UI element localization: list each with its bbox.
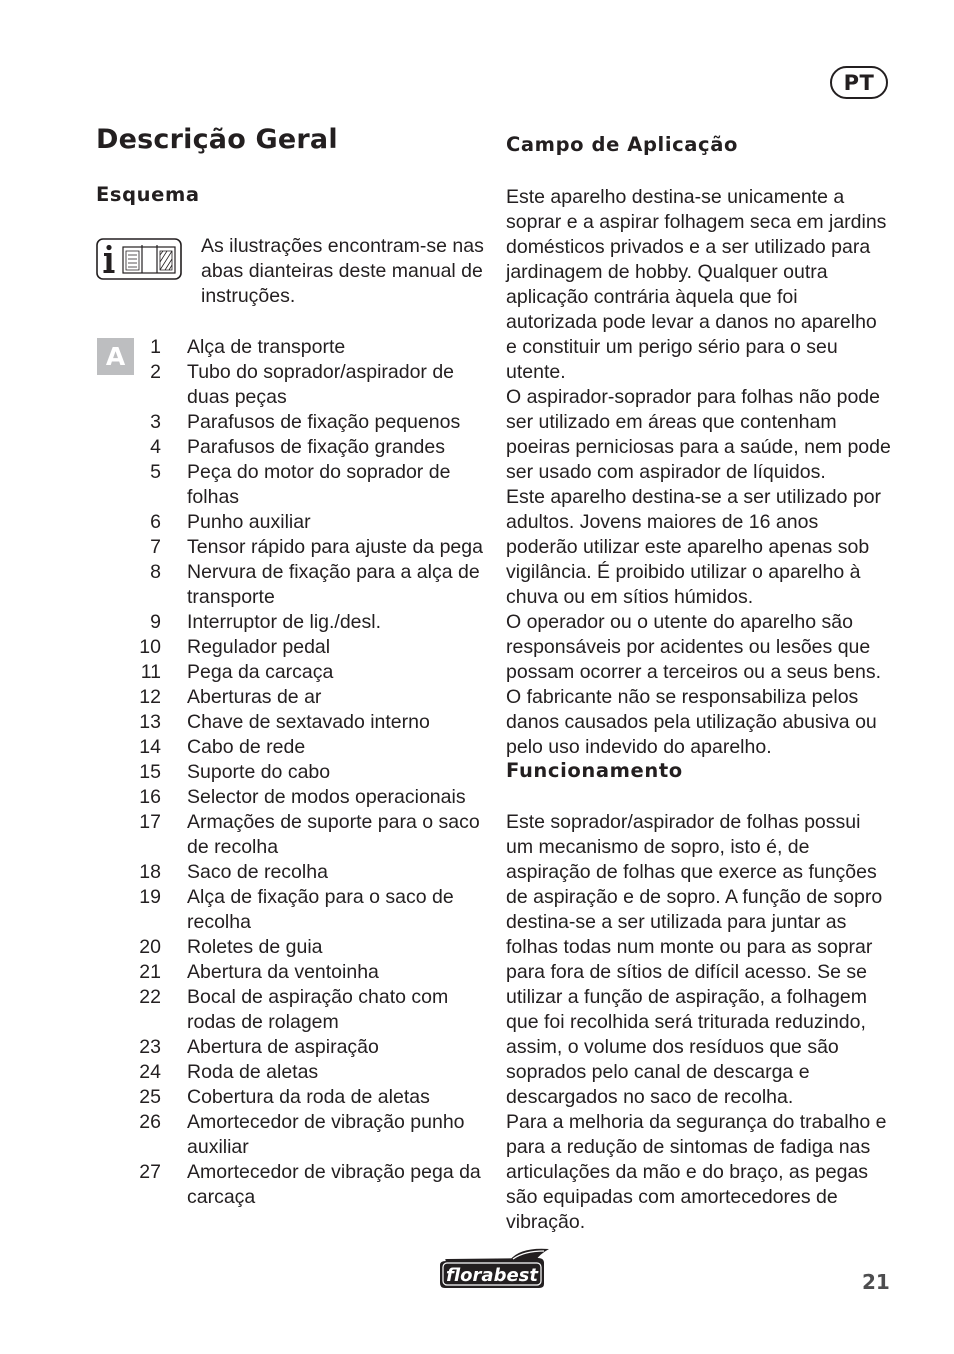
application-paragraph: O operador ou o utente do aparelho são responsáveis por acidentes ou lesões que possam ocorrer a terceiros ou a seus bens. [506, 611, 882, 683]
part-number: 10 [139, 636, 161, 658]
part-number: 9 [150, 611, 161, 633]
parts-list-item [128, 460, 488, 510]
part-label: Suporte do cabo [187, 761, 331, 783]
part-number: 26 [139, 1111, 161, 1133]
parts-list-item [128, 785, 488, 810]
page-title: Descrição Geral [96, 124, 338, 155]
part-number: 18 [139, 861, 161, 883]
part-number: 11 [140, 661, 161, 683]
part-label: Amortecedor de vibração punho auxiliar [187, 1111, 465, 1158]
parts-list-item [128, 560, 488, 610]
parts-list-item [128, 635, 488, 660]
part-label: Regulador pedal [187, 636, 331, 658]
section-heading-application: Campo de Aplicação [506, 133, 738, 156]
part-number: 20 [139, 936, 161, 958]
parts-list-item [128, 410, 488, 435]
part-label: Interruptor de lig./desl. [187, 611, 382, 633]
part-label: Aberturas de ar [187, 686, 322, 708]
florabest-logo [438, 1247, 552, 1290]
parts-list-item [128, 860, 488, 885]
part-label: Punho auxiliar [187, 511, 311, 533]
part-number: 8 [150, 561, 161, 583]
part-label: Cobertura da roda de aletas [187, 1086, 430, 1108]
parts-list-item [128, 610, 488, 635]
part-label: Alça de fixação para o saco de recolha [187, 886, 454, 933]
parts-list [128, 335, 488, 1210]
part-label: Alça de transporte [187, 336, 346, 358]
parts-list-item [128, 685, 488, 710]
part-label: Tubo do soprador/aspirador de duas peças [187, 361, 455, 408]
manual-info-icon [96, 238, 182, 280]
parts-list-item [128, 1110, 488, 1160]
part-label: Bocal de aspiração chato com rodas de rolagem [187, 986, 449, 1033]
section-heading-esquema: Esquema [96, 183, 200, 206]
page-number: 21 [862, 1270, 890, 1294]
application-paragraph: O aspirador-soprador para folhas não pode ser utilizado em áreas que contenham poeiras perniciosas para a saúde, nem pode ser usado com aspirador de líquidos. [506, 386, 891, 483]
part-number: 19 [139, 886, 161, 908]
part-number: 23 [139, 1036, 161, 1058]
part-label: Parafusos de fixação pequenos [187, 411, 461, 433]
parts-list-item [128, 435, 488, 460]
part-label: Abertura da ventoinha [187, 961, 379, 983]
parts-list-item [128, 660, 488, 685]
parts-list-item [128, 360, 488, 410]
parts-list-item [128, 735, 488, 760]
part-number: 16 [139, 786, 161, 808]
application-paragraph: Este aparelho destina-se unicamente a soprar e a aspirar folhagem seca em jardins domésticos privados e a ser utilizado para jardinagem de hobby. Qualquer outra aplicação contrária àquela que foi autorizada pode levar a danos no aparelho e constituir um perigo sério para o seu utente. [506, 186, 887, 383]
part-label: Nervura de fixação para a alça de transporte [187, 561, 480, 608]
part-number: 7 [150, 536, 161, 558]
part-number: 21 [139, 961, 161, 983]
part-number: 14 [139, 736, 161, 758]
parts-list-item [128, 885, 488, 935]
parts-list-item [128, 335, 488, 360]
parts-list-item [128, 810, 488, 860]
application-paragraph: Este aparelho destina-se a ser utilizado por adultos. Jovens maiores de 16 anos poderão utilizar este aparelho apenas sob vigilância. É proibido utilizar o aparelho à chuva ou em sítios húmidos. [506, 486, 882, 608]
part-number: 27 [139, 1161, 161, 1183]
part-number: 1 [150, 336, 161, 358]
part-number: 2 [150, 361, 161, 383]
application-text [506, 185, 891, 760]
part-label: Abertura de aspiração [187, 1036, 379, 1058]
part-number: 5 [150, 461, 161, 483]
parts-list-item [128, 985, 488, 1035]
section-heading-function: Funcionamento [506, 759, 683, 782]
parts-list-item [128, 1060, 488, 1085]
application-paragraph: O fabricante não se responsabiliza pelos danos causados pela utilização abusiva ou pelo uso indevido do aparelho. [506, 686, 877, 758]
figure-label-badge: A [97, 338, 134, 375]
info-note: As ilustrações encontram-se nas abas dianteiras deste manual de instruções. [201, 235, 484, 307]
part-label: Peça do motor do soprador de folhas [187, 461, 451, 508]
part-label: Tensor rápido para ajuste da pega [187, 536, 483, 558]
parts-list-item [128, 960, 488, 985]
parts-list-item [128, 760, 488, 785]
part-number: 13 [139, 711, 161, 733]
parts-list-item [128, 1035, 488, 1060]
function-paragraph: Para a melhoria da segurança do trabalho e para a redução de sintomas de fadiga nas articulações da mão e do braço, as pegas são equipadas com amortecedores de vibração. [506, 1111, 887, 1233]
part-number: 25 [139, 1086, 161, 1108]
part-number: 6 [150, 511, 161, 533]
part-label: Cabo de rede [187, 736, 306, 758]
part-label: Saco de recolha [187, 861, 328, 883]
function-text [506, 810, 891, 1235]
part-label: Pega da carcaça [187, 661, 334, 683]
parts-list-item [128, 535, 488, 560]
parts-list-item [128, 1085, 488, 1110]
part-number: 22 [139, 986, 161, 1008]
parts-list-item [128, 1160, 488, 1210]
logo-text: florabest [446, 1265, 538, 1286]
function-paragraph: Este soprador/aspirador de folhas possui um mecanismo de sopro, isto é, de aspiração de folhas que exerce as funções de aspiração e de sopro. A função de sopro destina-se a ser utilizada para juntar as folhas todas num monte ou para as soprar para fora de sítios de difícil acesso. Se se utilizar a função de aspiração, a folhagem que foi recolhida será triturada reduzindo, assim, o volume dos resíduos que são soprados pelo canal de descarga e descargados no saco de recolha. [506, 811, 883, 1108]
part-label: Roda de aletas [187, 1061, 319, 1083]
part-number: 3 [150, 411, 161, 433]
language-badge: PT [830, 66, 888, 99]
part-number: 24 [139, 1061, 161, 1083]
parts-list-item [128, 710, 488, 735]
parts-list-item [128, 510, 488, 535]
part-label: Parafusos de fixação grandes [187, 436, 445, 458]
part-label: Selector de modos operacionais [187, 786, 466, 808]
part-label: Chave de sextavado interno [187, 711, 430, 733]
parts-list-item [128, 935, 488, 960]
part-number: 15 [139, 761, 161, 783]
part-label: Armações de suporte para o saco de recolha [187, 811, 480, 858]
part-label: Amortecedor de vibração pega da carcaça [187, 1161, 481, 1208]
part-label: Roletes de guia [187, 936, 323, 958]
part-number: 4 [150, 436, 161, 458]
part-number: 12 [139, 686, 161, 708]
part-number: 17 [139, 811, 161, 833]
